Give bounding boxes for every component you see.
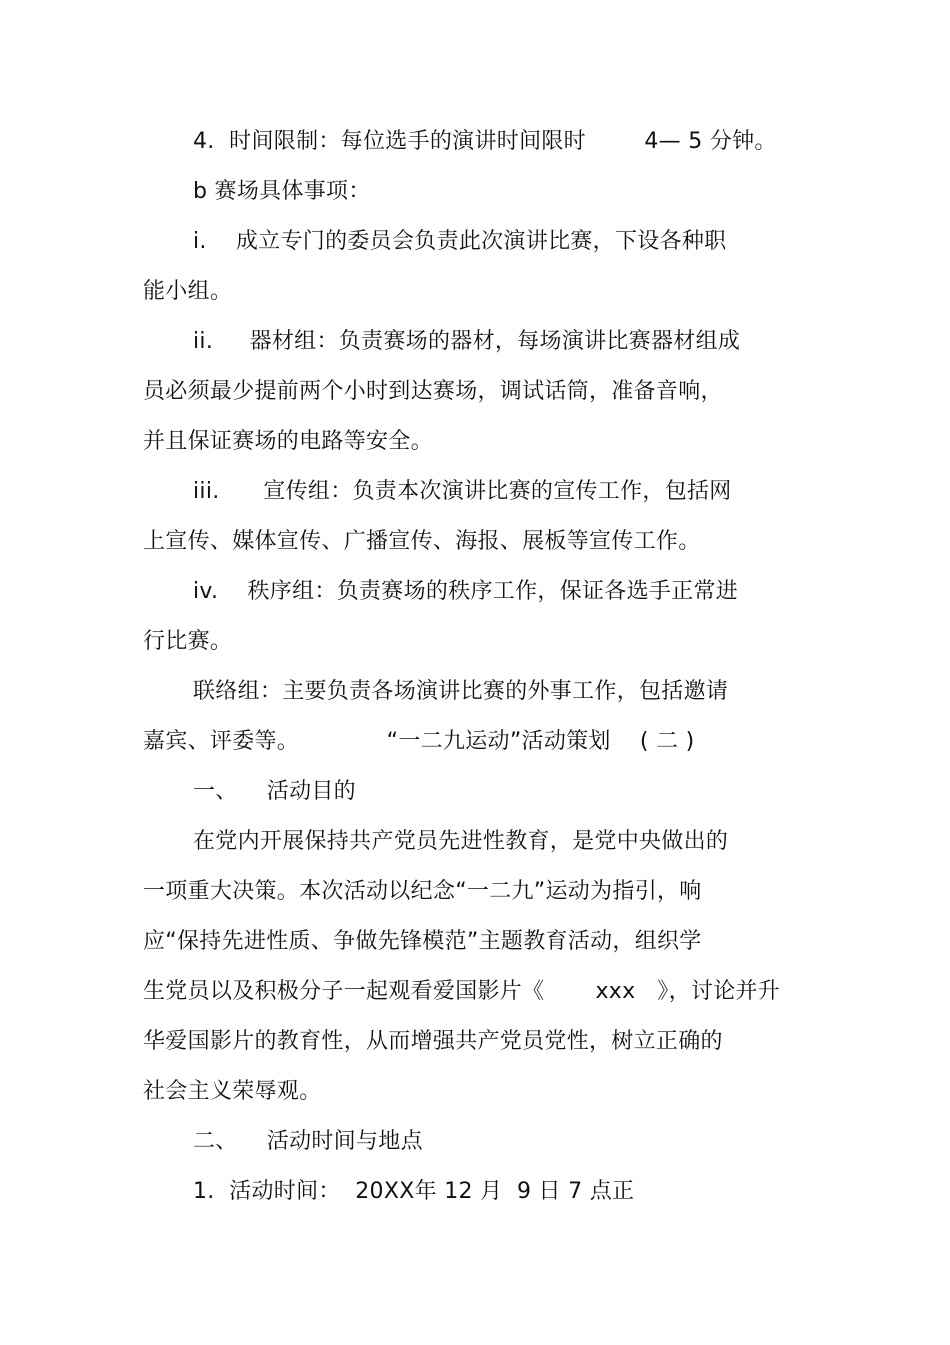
publicity-group-line: iii. 宣传组：负责本次演讲比赛的宣传工作，包括网: [193, 479, 732, 504]
committee-line-cont: 能小组。: [143, 279, 233, 304]
activity-time-line: 1. 活动时间： 20XX年 12 月 9 日 7 点正: [193, 1179, 635, 1204]
publicity-group-line-cont: 上宣传、媒体宣传、广播宣传、海报、展板等宣传工作。: [143, 529, 701, 554]
purpose-paragraph-line-4: 生党员以及积极分子一起观看爱国影片《 xxx 》，讨论并升: [143, 979, 781, 1004]
purpose-paragraph-line-3: 应“保持先进性质、争做先锋模范”主题教育活动，组织学: [143, 929, 702, 954]
order-group-line: iv. 秩序组：负责赛场的秩序工作，保证各选手正常进: [193, 579, 739, 604]
equipment-group-line: ii. 器材组：负责赛场的器材，每场演讲比赛器材组成: [193, 329, 741, 354]
purpose-paragraph-line-2: 一项重大决策。本次活动以纪念“一二九”运动为指引，响: [143, 879, 702, 904]
equipment-group-line-cont-2: 并且保证赛场的电路等安全。: [143, 429, 433, 454]
committee-line: i. 成立专门的委员会负责此次演讲比赛，下设各种职: [193, 229, 727, 254]
purpose-paragraph-line-6: 社会主义荣辱观。: [143, 1079, 322, 1104]
liaison-group-line: 联络组：主要负责各场演讲比赛的外事工作，包括邀请: [193, 679, 729, 704]
section-heading-purpose: 一、 活动目的: [193, 779, 356, 804]
liaison-group-line-cont: 嘉宾、评委等。 “一二九运动”活动策划 ( 二 ): [143, 729, 695, 754]
section-heading-time-place: 二、 活动时间与地点: [193, 1129, 423, 1154]
time-limit-line: 4. 时间限制：每位选手的演讲时间限时 4— 5 分钟。: [193, 129, 777, 154]
purpose-paragraph-line-1: 在党内开展保持共产党员先进性教育，是党中央做出的: [193, 829, 729, 854]
venue-matters-heading: b 赛场具体事项：: [193, 179, 371, 204]
purpose-paragraph-line-5: 华爱国影片的教育性，从而增强共产党员党性，树立正确的: [143, 1029, 723, 1054]
equipment-group-line-cont-1: 员必须最少提前两个小时到达赛场，调试话筒，准备音响，: [143, 379, 723, 404]
order-group-line-cont: 行比赛。: [143, 629, 233, 654]
